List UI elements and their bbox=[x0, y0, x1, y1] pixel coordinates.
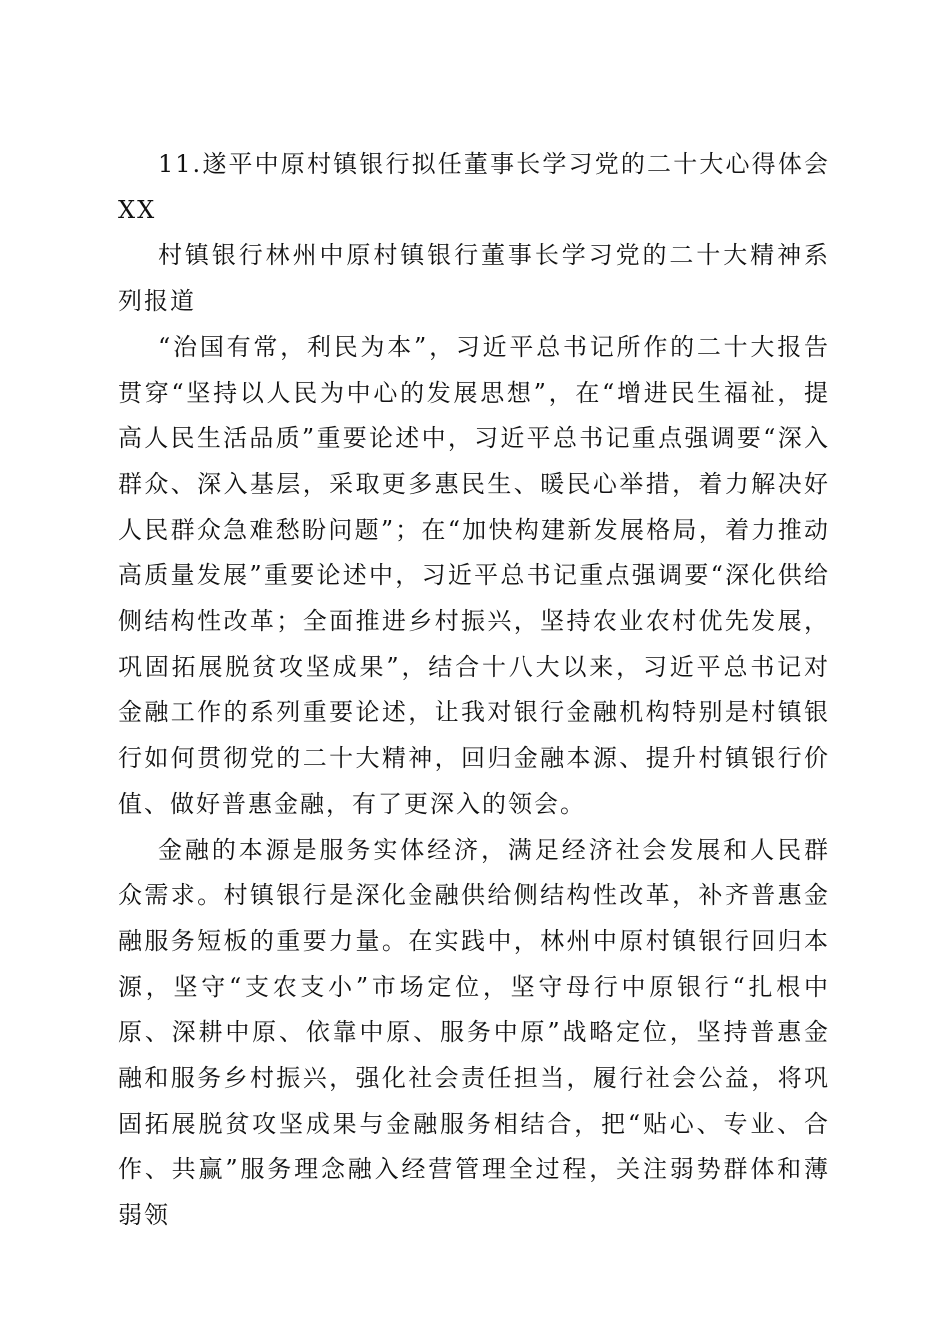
document-title: 11.遂平中原村镇银行拟任董事长学习党的二十大心得体会XX bbox=[118, 150, 830, 224]
body-paragraph: 金融的本源是服务实体经济，满足经济社会发展和人民群众需求。村镇银行是深化金融供给侧结构性改革，补齐普惠金融服务短板的重要力量。在实践中，林州中原村镇银行回归本源，坚守“支农支小”市场定位，坚守母行中原银行“扎根中原、深耕中原、依靠中原、服务中原”战略定位，坚持普惠金融和服务乡村振兴，强化社会责任担当，履行社会公益，将巩固拓展脱贫攻坚成果与金融服务相结合，把“贴心、专业、合作、共赢”服务理念融入经营管理全过程，关注弱势群体和薄弱领 bbox=[118, 835, 830, 1230]
document-body bbox=[118, 142, 830, 1239]
document-subtitle: 村镇银行林州中原村镇银行董事长学习党的二十大精神系列报道 bbox=[118, 241, 830, 316]
body-paragraph: “治国有常，利民为本”，习近平总书记所作的二十大报告贯穿“坚持以人民为中心的发展思想”，在“增进民生福祉，提高人民生活品质”重要论述中，习近平总书记重点强调要“深入群众、深入基层，采取更多惠民生、暖民心举措，着力解决好人民群众急难愁盼问题”；在“加快构建新发展格局，着力推动高质量发展”重要论述中，习近平总书记重点强调要“深化供给侧结构性改革；全面推进乡村振兴，坚持农业农村优先发展，巩固拓展脱贫攻坚成果”，结合十八大以来，习近平总书记对金融工作的系列重要论述，让我对银行金融机构特别是村镇银行如何贯彻党的二十大精神，回归金融本源、提升村镇银行价值、做好普惠金融，有了更深入的领会。 bbox=[118, 332, 830, 818]
